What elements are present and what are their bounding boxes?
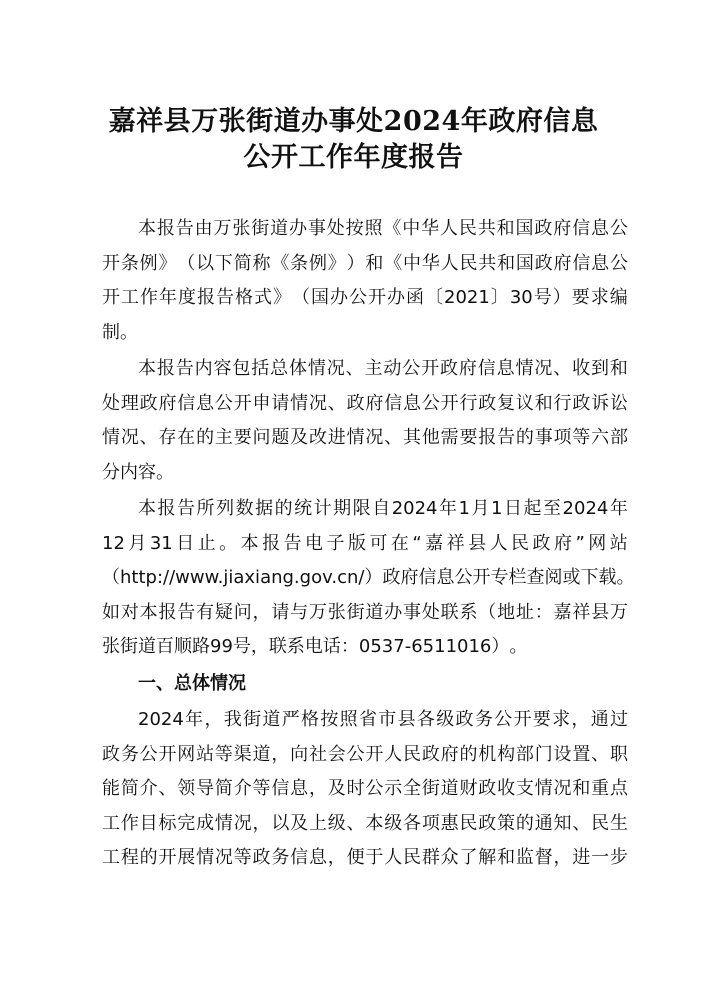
paragraph-line: 开 工 作 年 度 报 告 格 式 》 （ 国 办 公 开 办 函 〔 2021 〕 30 号 ） 要 求 编: [102, 287, 628, 308]
paragraph-line: 分 内 容 。: [102, 461, 174, 483]
paragraph-line: 工 程 的 开 展 情 况 等 政 务 信 息 ， 便 于 人 民 群 众 了 解 和 监 督 ， 进 一 步: [102, 847, 628, 868]
paragraph-statistics-period: [102, 492, 635, 665]
section-heading-overview: 一、总体情况: [138, 673, 246, 694]
paragraph-intro: [102, 212, 628, 350]
paragraph-line: 本 报 告 所 列 数 据 的 统 计 期 限 自 2024 年 1 月 1 日 起 至 2024 年: [138, 498, 628, 519]
paragraph-line: 工 作 目 标 完 成 情 况 ， 以 及 上 级 、 本 级 各 项 惠 民 政 策 的 通 知 、 民 生: [102, 812, 628, 834]
paragraph-line: 情 况 、 存 在 的 主 要 问 题 及 改 进 情 况 、 其 他 需 要 报 告 的 事 项 等 六 部: [102, 427, 628, 448]
paragraph-overview: [102, 703, 628, 876]
paragraph-contents: [102, 352, 628, 490]
paragraph-line: 制 。: [102, 321, 138, 343]
paragraph-line: 开 条 例 》 （ 以 下 简 称 《 条 例 》 ） 和 《 中 华 人 民 共 和 国 政 府 信 息 公: [102, 252, 628, 274]
paragraph-line: 能 简 介 、 领 导 简 介 等 信 息 ， 及 时 公 示 全 街 道 财 政 收 支 情 况 和 重 点: [102, 778, 628, 799]
report-title-line-1: 嘉祥县万张街道办事处2024年政府信息: [108, 106, 599, 137]
paragraph-line: 本 报 告 内 容 包 括 总 体 情 况 、 主 动 公 开 政 府 信 息 情 况 、 收 到 和: [138, 358, 628, 379]
report-title-line-2: 公开工作年度报告: [243, 142, 464, 173]
paragraph-line: （ http://www.jiaxiang.gov.cn/ ） 政 府 信 息 公 开 专 栏 查 阅 或 下 载 。: [102, 567, 635, 588]
paragraph-line: 2024 年 ， 我 街 道 严 格 按 照 省 市 县 各 级 政 务 公 开 要 求 ， 通 过: [138, 709, 628, 730]
paragraph-line: 张 街 道 百 顺 路 99 号 ， 联 系 电 话 ： 0537-6511016 ） 。: [102, 636, 528, 657]
paragraph-line: 处 理 政 府 信 息 公 开 申 请 情 况 、 政 府 信 息 公 开 行 政 复 议 和 行 政 诉 讼: [102, 392, 628, 414]
paragraph-line: 12 月 31 日 止 。 本 报 告 电 子 版 可 在 “ 嘉 祥 县 人 民 政 府 ” 网 站: [102, 532, 628, 554]
paragraph-line: 如 对 本 报 告 有 疑 问 ， 请 与 万 张 街 道 办 事 处 联 系 （ 地 址 ： 嘉 祥 县 万: [102, 601, 628, 623]
paragraph-line: 政 务 公 开 网 站 等 渠 道 ， 向 社 会 公 开 人 民 政 府 的 机 构 部 门 设 置 、 职: [102, 743, 628, 765]
paragraph-line: 本 报 告 由 万 张 街 道 办 事 处 按 照 《 中 华 人 民 共 和 国 政 府 信 息 公: [138, 218, 628, 239]
